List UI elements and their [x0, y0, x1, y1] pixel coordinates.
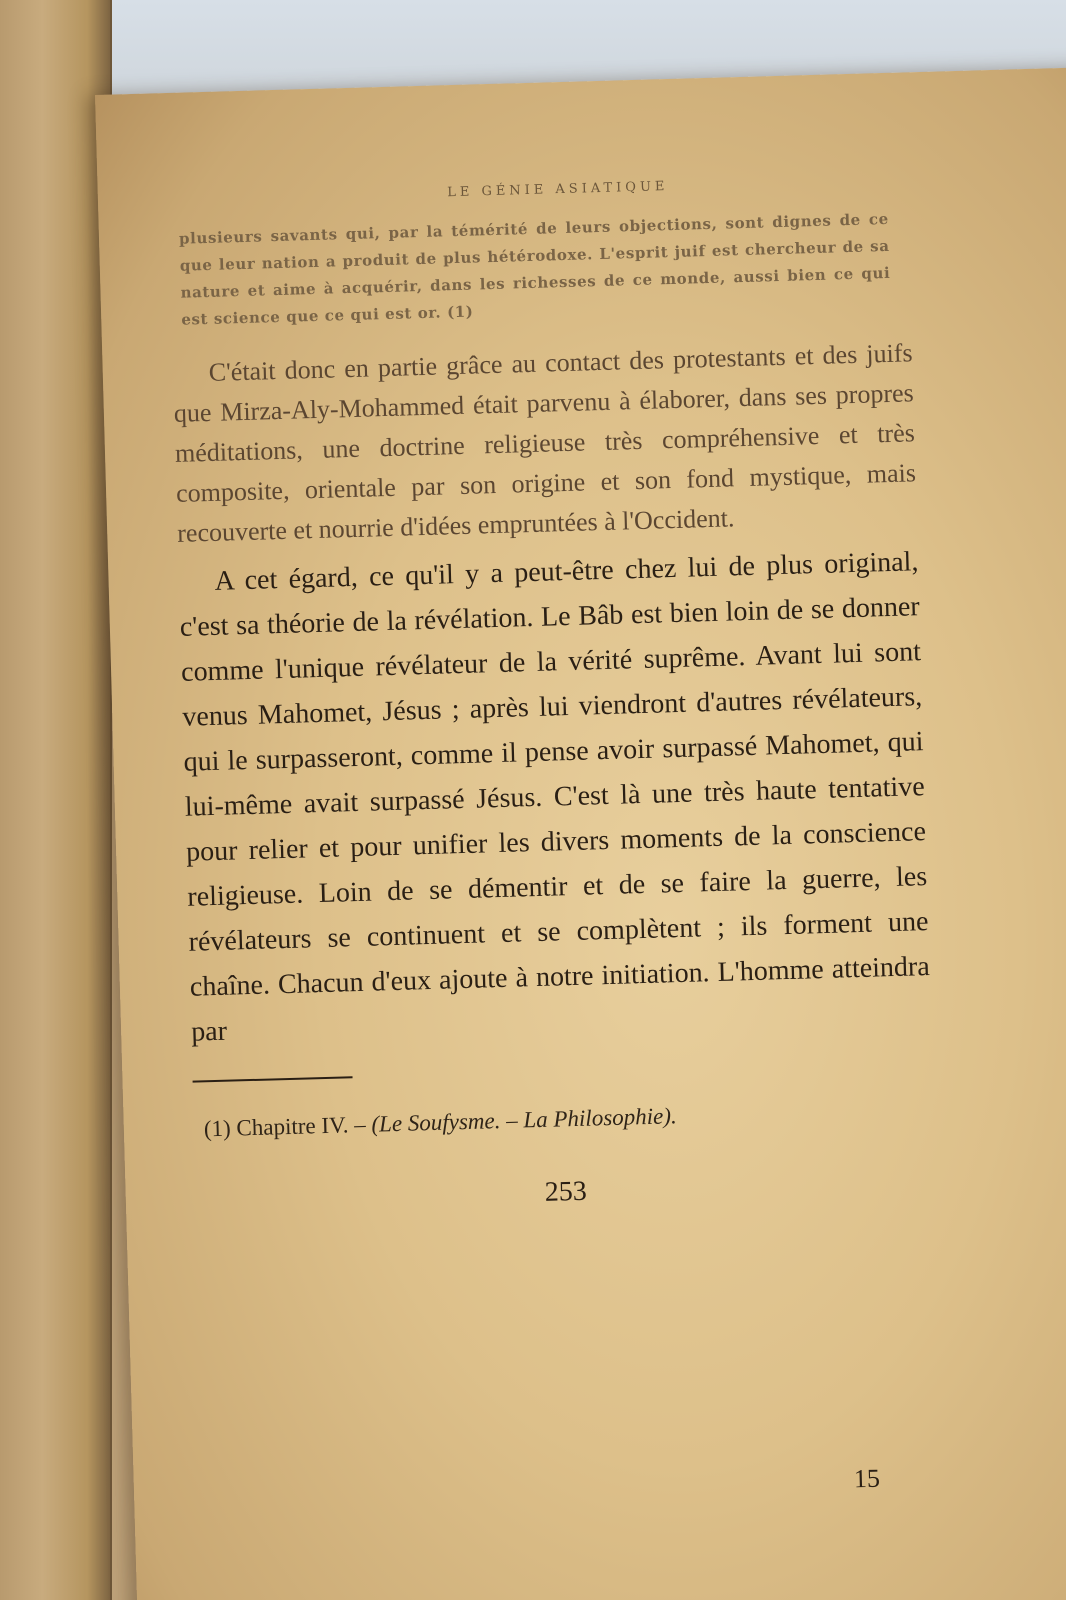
quoted-passage: plusieurs savants qui, par la témérité de leurs objections, sont dignes de ce que leur nation a produit de plus hétérodoxe. L'esprit juif est chercheur de sa nature et aime à acquérir, dans les richesses de ce monde, aussi bien ce qui est science que ce qui est or. (1): [178, 209, 891, 329]
left-page-edge: [0, 0, 112, 1600]
running-head: LE GÉNIE ASIATIQUE: [447, 179, 669, 201]
page-content: [168, 172, 936, 1218]
footnote: [204, 1096, 934, 1142]
footnote-reference: (Le Soufysme. – La Philosophie).: [371, 1103, 678, 1137]
signature-mark: 15: [853, 1463, 881, 1494]
paragraph-1: C'était donc en partie grâce au contact des protestants et des juifs que Mirza-Aly-Mohammed était parvenu à élaborer, dans ses propres méditations, une doctrine religieuse très compréhensive et très composite, orientale par son origine et son fond mystique, mais recouverte et nourrie d'idées empruntées à l'Occident.: [173, 338, 917, 548]
footnote-marker: (1) Chapitre IV. –: [203, 1111, 367, 1142]
book-page: [95, 67, 1066, 1600]
footnote-rule: [193, 1076, 353, 1082]
paragraph-2: A cet égard, ce qu'il y a peut-être chez lui de plus original, c'est sa théorie de la révélation. Le Bâb est bien loin de se donner comme l'unique révélateur de la vérité suprême. Avant lui sont venus Mahomet, Jésus ; après lui viendront d'autres révélateurs, qui le surpasseront, comme il pense avoir surpassé Mahomet, qui lui-même avait surpassé Jésus. C'est là une très haute tentative pour relier et pour unifier les divers moments de la conscience religieuse. Loin de se démentir et de se faire la guerre, les révélateurs se continuent et se complètent ; ils forment une chaîne. Chacun d'eux ajoute à notre initiation. L'homme atteindra par: [179, 546, 931, 1048]
page-number: 253: [544, 1175, 588, 1208]
